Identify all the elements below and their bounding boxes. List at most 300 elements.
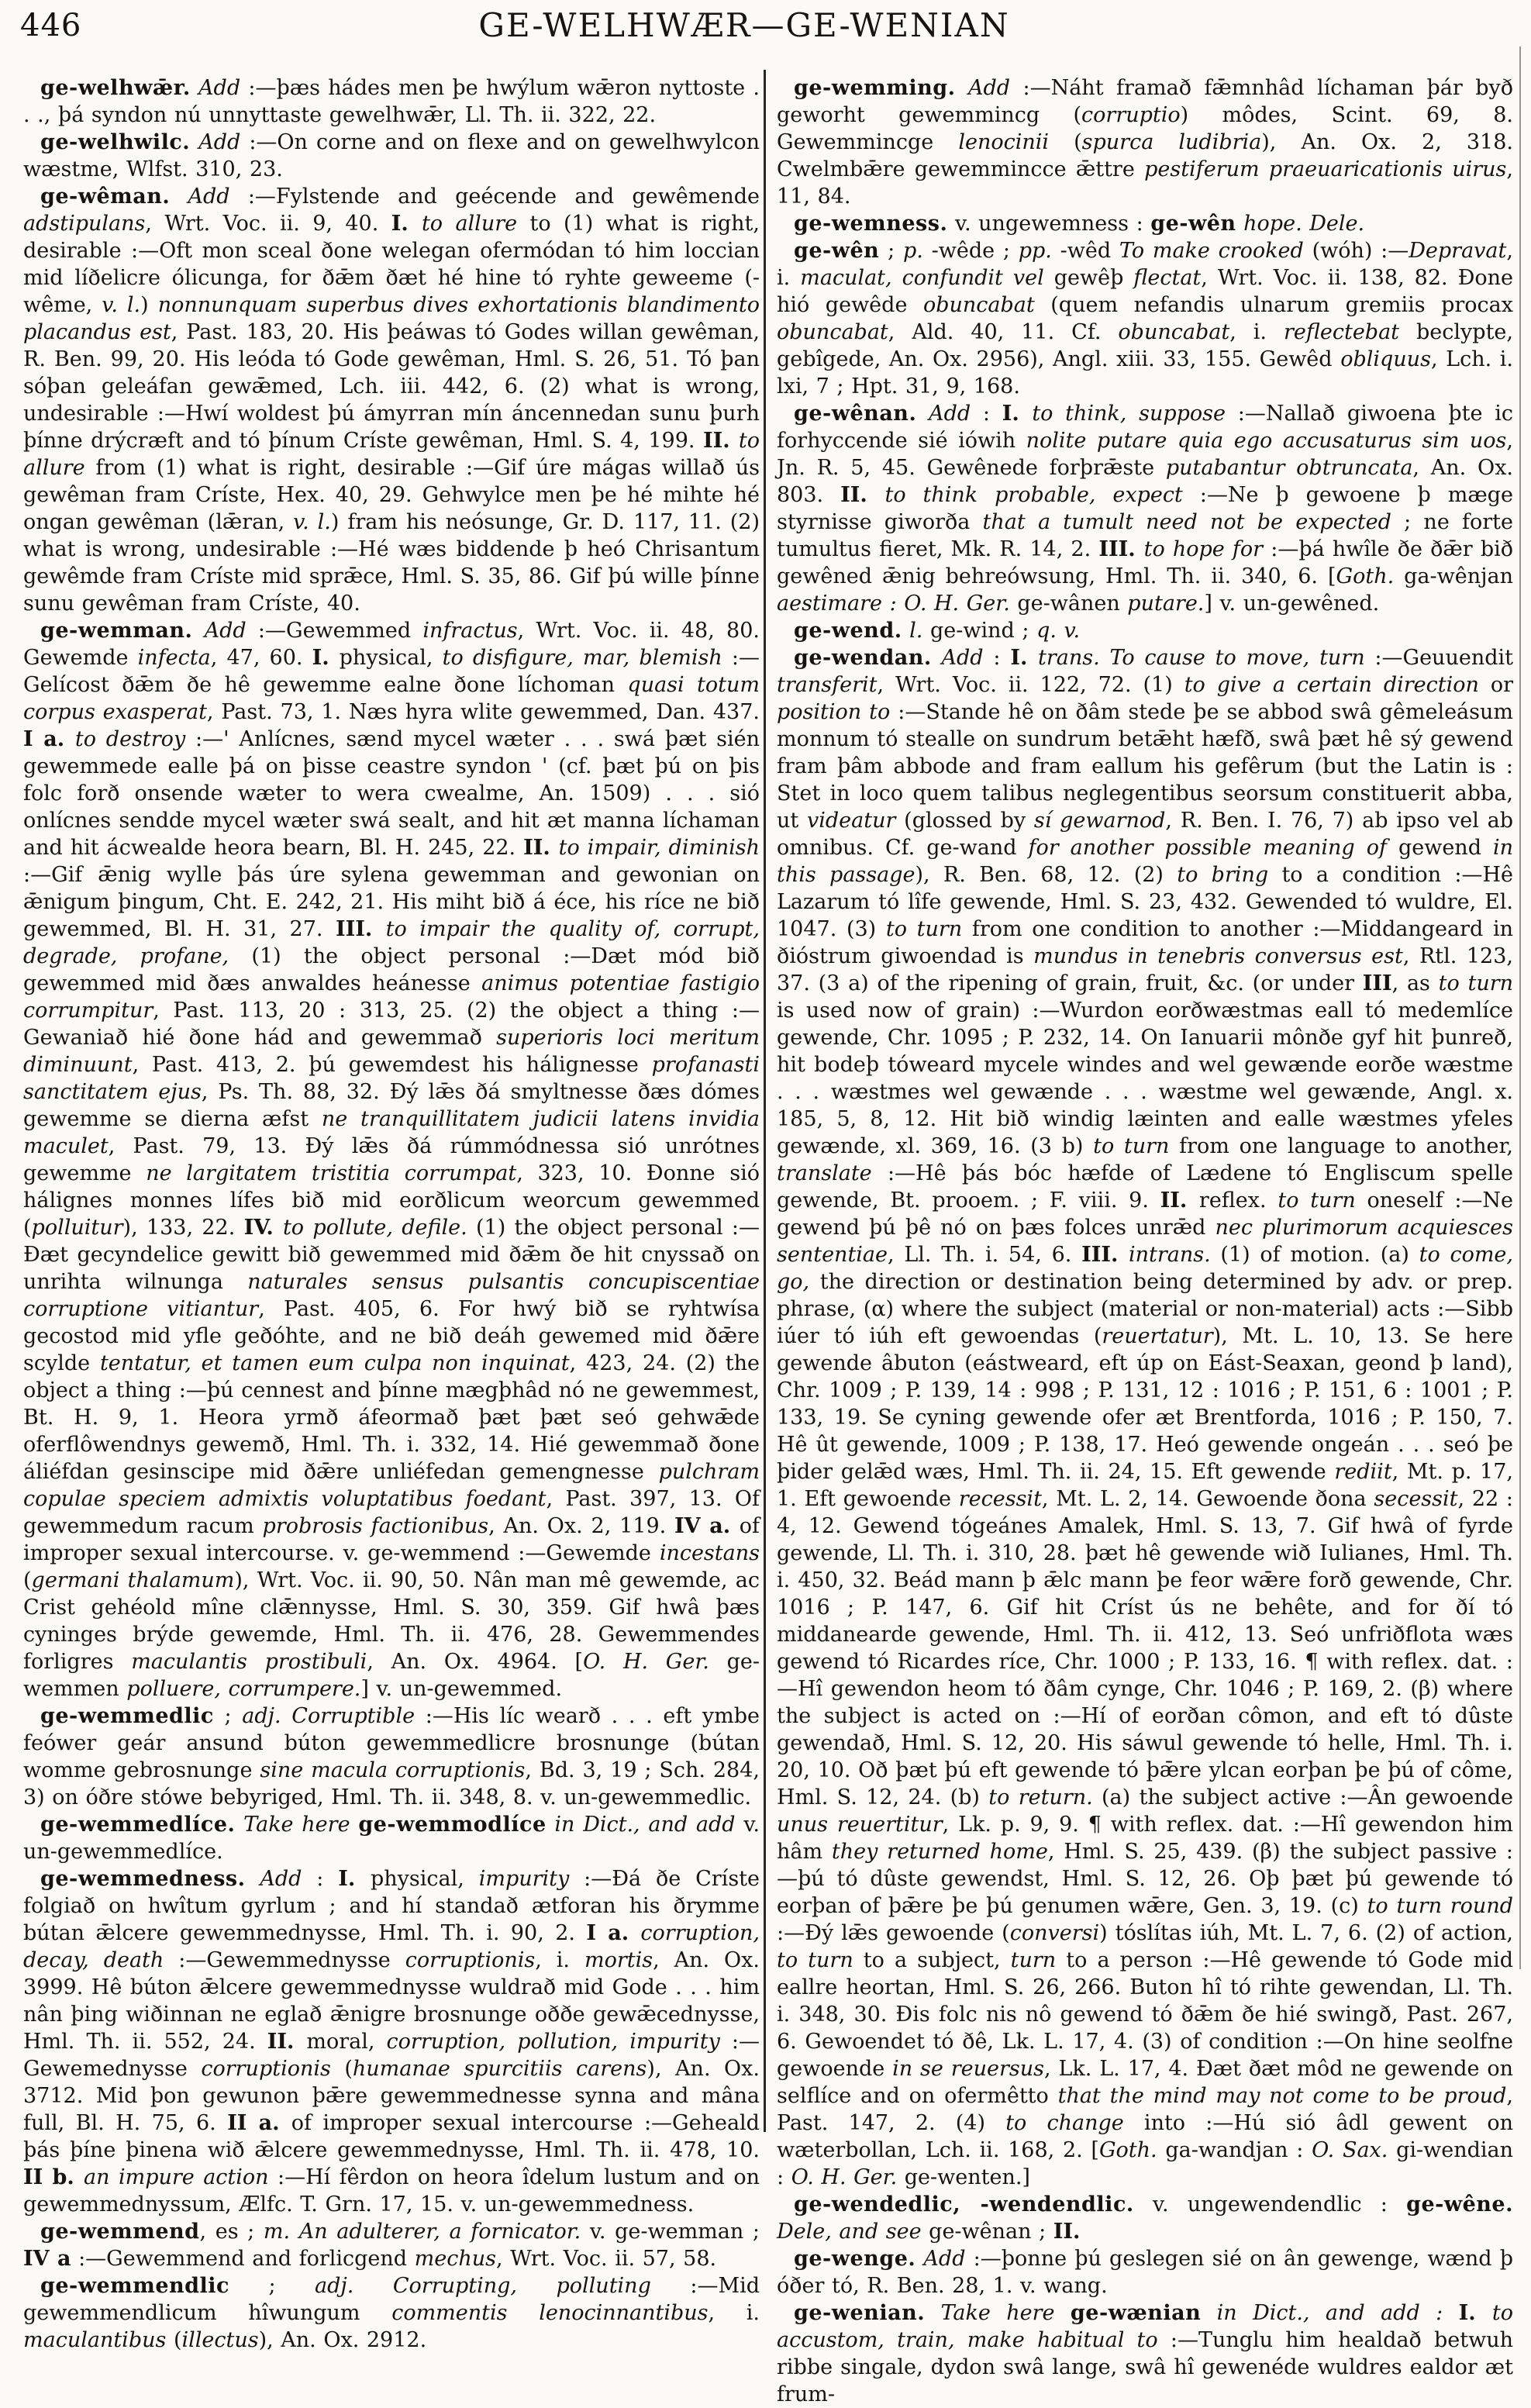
entry-text: II. [523,836,559,860]
entry-text: profanasti sanctitatem ejus [23,1053,760,1104]
entry-text: III. [1098,537,1144,561]
entry-text: :—Hí fêrdon on heora îdelum lustum and on gewemmednyssum, Ælfc. T. Grn. 17, 15. v. un-gewemmedness. [23,2165,760,2217]
entry-text [1443,2301,1458,2325]
entry-headword: ge-wenian. [794,2301,926,2325]
entry-text: Dele, and see [777,2220,922,2244]
entry-text: , as [1391,971,1439,995]
entry-text: ) môdes, Scint. 69, 8. Gewemmincge [777,103,1513,154]
entry-text: ( [166,2328,182,2352]
entry-text: :—Hê þás bóc hæfde of Lædene tó Engliscum spelle gewende, Bt. prooem. ; F. viii. 9. [777,1161,1513,1213]
entry-text: maculantibus [23,2328,167,2352]
entry-text: :—Gif ǣnig wylle þás úre sylena gewemman and gewonian on ǣnigum þingum, Cht. E. 242, 21. His miht bið á éce, his ríce ne bið gewemmed, Bl. H. 31, 27. [23,863,760,941]
entry-text: , 22 : 4, 12. Gewend tógeánes Amalek, Hml. S. 13, 7. Gif hwâ of fyrde gewende, Ll. Th. i. 310, 28. þæt hê gewende wið Iulianes, Hml. Th. i. 450, 32. Beád mann þ ǣlc mann þe feor wǣre forð gewende, Chr. 1016 ; P. 147, 6. Gif hit Críst ús ne behête, and for ðí tó middanearde gewende, Hml. Th. ii. 412, 13. Seó unfriðflota wæs gewend tó Ricardes ríce, Chr. 1000 ; P. 133, 16. ¶ with reflex. dat. :—Hî gewendon heom tó ðâm cynge, Chr. 1046 ; P. 169, 2. (β) where the subject is acted on :—Hí of eorðan cômon, and eft tó dûste gewendað, Hml. S. 12, 20. His sáwul gewende tó helle, Hml. Th. i. 20, 10. Oð þæt þú eft gewende tó þǣre ylcan eorþan þe þú of côme, Hml. S. 12, 24. (b) [777,1487,1513,1809]
entry-text: I a. [586,1921,641,1945]
entry-text: ), 133, 22. [122,1216,244,1240]
entry-text: , i. [708,2301,760,2325]
entry-text: v. ungewendendlic : [1133,2192,1407,2217]
left-column [23,74,760,2354]
entry-text: to think probable, expect [884,483,1183,507]
entry-text: into :—Hú sió âdl gewent on wæterbollan, Lch. ii. 168, 2. [ [777,2111,1514,2162]
entry-text: probrosis factionibus [262,1514,489,1538]
entry-text: (quem nefandis ulnarum gremiis procax [1034,293,1513,317]
entry-text: Add [245,1867,302,1891]
entry-text: : [983,646,1011,670]
entry-text: ; [879,239,903,263]
entry-text: tentatur, et tamen eum culpa non inquinat [99,1351,570,1375]
entry-text: Goth. [1098,2138,1157,2162]
entry-text: recessit [958,1487,1042,1511]
entry-text: :—Gelícost ðǣm ðe hê gewemme ealne ðone líchoman [23,646,760,697]
dictionary-entry [777,74,1513,210]
entry-text: :—Geuuendit [1364,646,1513,670]
entry-text: to hope for [1143,537,1264,561]
entry-text: to disfigure, mar, blemish [442,646,722,670]
entry-text: ( [1049,130,1082,154]
entry-text: position to [777,700,891,724]
entry-headword: ge-wemmodlíce [358,1813,547,1837]
entry-headword: ge-wêman. [40,185,171,209]
dictionary-entry [777,644,1513,2191]
entry-text: that a tumult need not be expected [982,510,1391,534]
entry-text: :—His líc wearð . . . eft ymbe feówer geár ansund búton gewemmedlicre brosnunge (bútan womme gebrosnunge [23,1704,760,1782]
entry-text: :—þá hwîle ðe ðǣr bið gewêned ǣnig behreówsung, Hml. Th. ii. 340, 6. [ [777,537,1513,588]
entry-text: ( [330,2057,353,2081]
entry-text: , An. Ox. 3999. Hê búton ǣlcere gewemmednysse wuldrað mid Gode . . . him nân þing wiðinnan ne eglað ǣnigre brosnunge oððe gewǣcednysse, Hml. Th. ii. 552, 24. [23,1948,760,2054]
entry-text: to turn [885,917,963,941]
entry-text: that the mind may not come to be proud [1057,2084,1507,2108]
entry-text: :—' Anlícnes, sænd mycel wæter . . . swá þæt sién gewemmede ealle þá on þisse ceastre syndon ' (cf. þæt þú on þis folc forð onsende wæter to wera cwealme, An. 1509) . . . sió onlícnes sendde mycel wæter swá sealt, and hit æt manna líchaman and hit ácwealde heora bearn, Bl. H. 245, 22. [23,727,760,860]
running-header: GE-WELHWÆR—GE-WENIAN [478,6,1010,44]
entry-text: II. [1053,2220,1081,2244]
entry-text: I. [312,646,340,670]
entry-text: q. v. [1036,619,1081,643]
entry-text: putare. [1127,592,1205,616]
entry-text: , 11, 84. [777,157,1513,209]
entry-text: is used now of grain) :—Wurdon eorðwæstmas eall tó medemlíce gewende, Chr. 1095 ; P. 232, 14. On Ianuarii mônðe gyf hit þunreð, hit bodeþ tóweard mycele windes and wel gewænde eorðe wæstme . . . wæstmes wel gewænde . . . wæstme wel gewænde, Angl. x. 185, 5, 8, 12. Hit bið windig læinten and ealle wæstmes yfeles gewænde, xl. 369, 16. (3 b) [777,999,1513,1158]
entry-text: animus potentiae fastigio corrumpitur [23,971,760,1023]
entry-text: ), An. Ox. 2, 318. Cwelmbǣre gewemmincce ǣttre [777,130,1513,181]
entry-text: corruption, pollution, impurity [386,2030,720,2054]
entry-text: (1) the object personal :—Ðæt gecyndelice gewitt bið gewemmed mid ðǣm ðe hit cnyssað on unrihta wilnunga [23,1216,760,1294]
dictionary-entry [23,2272,760,2354]
entry-headword: ge-wenge. [794,2247,916,2271]
entry-text: an impure action [84,2165,269,2189]
entry-text: obuncabat [777,320,888,344]
entry-headword: ge-wemmedness. [40,1867,246,1891]
entry-text [897,592,905,616]
entry-text: corruptionis [405,1948,536,1972]
entry-text: II. [840,483,885,507]
entry-text: from one condition to another :—Middangeard in ðióstrum giwoendad is [777,917,1513,968]
entry-text: obuncabat [1118,320,1230,344]
entry-text: incestans [659,1541,760,1565]
entry-text: :—Nallað giwoena þte ic forhyccende sié iówih [777,402,1513,453]
dictionary-entry [777,210,1513,237]
entry-text: ), An. Ox. 3712. Mid þon gewunon þǣre gewemmednesse synna and mâna full, Bl. H. 75, 6. [23,2057,760,2135]
entry-headword: ge-wemmedlíce. [40,1813,236,1837]
entry-text: to give a certain direction [1184,673,1479,697]
dictionary-entry [777,2191,1513,2245]
entry-text: to pollute, defile. [282,1216,467,1240]
entry-text: ) fram his neósunge, Gr. D. 117, 11. (2) what is wrong, undesirable :—Hé wæs biddende þ heó Chrisantum gewêmde fram Críste mid sprǣce, Hml. S. 35, 86. Gif þú wille þínne sunu gewêman fram Críste, 40. [23,510,760,616]
entry-text: :—Náht framað fǣmnhâd líchaman þár byð geworht gewemmincg ( [777,76,1513,127]
entry-text: from one language to another, [1169,1134,1513,1158]
entry-text: Add [192,619,247,643]
entry-text: , Jn. R. 5, 45. Gewênede forþrǣste [777,429,1513,480]
entry-text: , Wrt. Voc. ii. 48, 80. Gewemde [23,619,760,670]
entry-text: maculat, confundit vel [800,266,1044,290]
entry-text: I a. [23,727,75,751]
entry-text: :—On corne and on flexe and on gewelhwylcon wæstme, Wlfst. 310, 23. [23,130,760,181]
entry-text: ; [229,2274,316,2298]
entry-text: to allure [421,212,518,236]
entry-text: III. [1081,1243,1129,1267]
entry-text: ] v. un-gewemmed. [360,1677,563,1701]
entry-headword: ge-wemming. [794,76,956,100]
dictionary-entry [23,2218,760,2272]
entry-text: corruptionis [201,2057,331,2081]
entry-text: unus reuertitur [777,1813,943,1837]
entry-text: aestimare : [777,592,897,616]
entry-text: O. H. Ger. [791,2165,898,2189]
entry-text: III [1362,971,1392,995]
entry-text: :—Ðý lǣs gewoende ( [777,1921,1010,1945]
entry-text: beclypte, gebîgede, An. Ox. 2956), Angl. xiii. 33, 155. Gewêd [777,320,1513,371]
entry-text: , Past. 413, 2. þú gewemdest his hálignesse [132,1053,652,1077]
entry-text: to (1) what is right, desirable :—Oft mon sceal ðone welegan ofermódan tó him loccian mid líðelicre ólicunga, for ðǣm ðæt hé hine tó ryhte geweeme (-wême, [23,212,760,317]
entry-text: , Lk. L. 17, 4. Ðæt ðæt môd ne gewende on selflíce and on ofermêtto [777,2057,1514,2108]
entry-text: Add [915,2247,966,2271]
entry-text: to think, suppose [1032,402,1226,426]
entry-text: in Dict., and add [546,1813,736,1837]
entry-headword: ge-wênan. [794,402,917,426]
entry-text: to turn [777,1948,853,1972]
entry-text: pulchram copulae speciem admixtis voluptatibus foedant [23,1460,760,1511]
entry-text: :—Gewemmend and forlicgend [71,2247,415,2271]
entry-text: to change [1005,2111,1124,2135]
entry-text: : [302,1867,339,1891]
entry-text: , Wrt. Voc. ii. 57, 58. [496,2247,717,2271]
entry-text: ) tóslítas iúh, Mt. L. 7, 6. (2) of action, [1099,1921,1513,1945]
entry-text: ), R. Ben. 68, 12. (2) [915,863,1178,887]
entry-text: conversi [1009,1921,1100,1945]
entry-text: mechus [414,2247,496,2271]
entry-text: moral, [306,2030,387,2054]
page-number: 446 [20,8,82,43]
entry-text: gewend [1386,836,1493,860]
entry-text: , An. Ox. 2, 119. [488,1514,675,1538]
entry-text: :—þæs hádes men þe hwýlum wǣron nyttoste . . ., þá syndon nú unnyttaste gewelhwǣr, Ll. Th. ii. 322, 22. [23,76,760,127]
entry-headword: ge-welhwǣr. [40,76,191,100]
entry-text: , An. Ox. 4964. [ [367,1650,584,1674]
entry-text: Add [190,76,241,100]
entry-text: to impair, diminish [558,836,760,860]
entry-text: to a subject, [853,1948,1011,1972]
entry-text: To make crooked [1119,239,1304,263]
entry-text: ge-wemmen [23,1650,760,1701]
entry-text: I. [1010,646,1038,670]
dictionary-entry [23,617,760,1703]
entry-text: , Ald. 40, 11. Cf. [888,320,1119,344]
entry-text: , Lk. p. 9, 9. ¶ with reflex. dat. :—Hî gewendon him hâm [777,1813,1513,1864]
entry-text: turn [1010,1948,1057,1972]
entry-headword: ge-wên [1150,212,1236,236]
entry-headword: ge-wemmendlic [40,2274,229,2298]
entry-headword: ge-wemmedlic [40,1704,214,1728]
entry-text: Take here [235,1813,359,1837]
entry-text: to turn round [1367,1894,1513,1918]
entry-text: l. [902,619,923,643]
entry-text: Add [931,646,984,670]
entry-text: IV. [243,1216,283,1240]
entry-text: germani thalamum [31,1568,235,1592]
entry-text: ge-wênan ; [921,2220,1053,2244]
entry-text: intrans. [1128,1243,1211,1267]
entry-headword: ge-wemness. [794,212,948,236]
entry-headword: ge-wænian [1070,2301,1202,2325]
entry-text: v. l. [293,510,331,534]
entry-text: of improper sexual intercourse :—Geheald þás þíne þinena wið ǣlcere gewemmednysse, Hml. Th. ii. 478, 10. [23,2111,760,2162]
entry-text: in se reuersus [892,2057,1044,2081]
entry-text: :—þonne þú geslegen sié on ân gewenge, wænd þ óðer tó, R. Ben. 28, 1. v. wang. [777,2247,1513,2298]
entry-text: Add [955,76,1011,100]
entry-text: , Past. 79, 13. Ðý lǣs ðá rúmmódnessa sió unrótnes gewemme [23,1134,760,1185]
entry-text: reflectebat [1283,320,1400,344]
entry-text: to a condition :—Hê Lazarum tó lîfe gewende, Hml. S. 23, 432. Gewended tó wuldre, El. 1047. (3) [777,863,1513,941]
entry-text: ), Mt. L. 10, 13. Se here gewende âbuton (eástweard, eft úp on Eást-Seaxan, geond þ land), Chr. 1009 ; P. 139, 14 : 998 ; P. 131, 12 : 1016 ; P. 151, 6 : 1001 ; P. 133, 19. Se cyning gewende ofer æt Brentforda, 1016 ; P. 150, 7. Hê ût gewende, 1009 ; P. 138, 17. Heó gewende ongeán . . . seó þe þider gelǣd wæs, Hml. Th. ii. 24, 15. Eft gewende [777,1324,1514,1484]
entry-text: O. Sax. [1312,2138,1388,2162]
entry-text: (1) the object personal :—Dæt mód bið gewemmed mid ðæs anwaldes heánesse [23,944,760,995]
entry-text: to turn [1093,1134,1170,1158]
entry-text: , i. [535,1948,584,1972]
dictionary-entry [777,2245,1513,2299]
entry-text: they returned home [831,1840,1048,1864]
entry-text: ( [23,1568,32,1592]
entry-text: ga-wênjan [1394,564,1513,588]
entry-text: II. [1160,1188,1199,1213]
entry-text: Add [170,185,230,209]
entry-text: ge-wânen [1009,592,1128,616]
entry-text: to allure [23,429,760,480]
entry-text: spurca ludibria [1081,130,1262,154]
column-divider [764,70,766,2132]
entry-headword: ge-wêne. [1406,2192,1513,2217]
entry-text: IV a [23,2247,71,2271]
entry-text: ga-wandjan : [1157,2138,1312,2162]
entry-text: lenocinii [958,130,1050,154]
entry-text: infractus [422,619,518,643]
entry-text: physical, [339,646,443,670]
entry-text: , 47, 60. [210,646,312,670]
entry-text: to return. [988,1785,1093,1809]
entry-text: ), An. Ox. 2912. [258,2328,427,2352]
entry-text: O. H. Ger. [904,592,1010,616]
entry-text: to accustom, train, make habitual to [777,2301,1513,2352]
entry-text: , Past. 113, 20 : 313, 25. (2) the object a thing :—Gewaniað hié ðone hád and gewemmað [23,999,760,1050]
entry-text: , Past. 183, 20. His þeáwas tó Godes willan gewêman, R. Ben. 99, 20. His leóda tó Gode gewêman, Hml. S. 26, 51. Tó þan sóþan geleáfan gewǣmed, Lch. iii. 442, 6. (2) what is wrong, undesirable :—Hwí woldest þú ámyrran mín áncennedan sunu þurh þínne drýcræft and tó þínum Críste gewêman, Hml. S. 4, 199. [23,320,760,453]
entry-text: I. [1458,2301,1492,2325]
entry-text: rediit [1334,1460,1392,1484]
entry-headword: ge-welhwilc. [40,130,191,154]
entry-text: to a person :—Hê gewende tó Gode mid eallre heortan, Hml. S. 26, 266. Buton hî tó rihte gewendan, Ll. Th. i. 348, 30. Ðis folc nis nô gewend tó ðǣm ðe hié swingð, Past. 267, 6. Gewoendet tó ðê, Lk. L. 17, 4. (3) of condition :—On hine seolfne gewoende [777,1948,1513,2081]
entry-text: :—Mid gewemmendlicum hîwungum [23,2274,760,2325]
entry-text: obuncabat [922,293,1035,317]
entry-text: ; ne forte tumultus fieret, Mk. R. 14, 2. [777,510,1513,561]
entry-text: , 323, 10. Ðonne sió hálignes monnes lífes bið mid eorðlicum weorcum gewemmed ( [23,1161,760,1240]
entry-text: : [971,402,1002,426]
entry-text: :—Ne þ gewoene þ mæge styrnisse giworða [777,483,1513,534]
right-column [777,74,1513,2408]
entry-text: , 423, 24. (2) the object a thing :—þú cennest and þínne mægþhâd nó ne gewemmest, Bt. H. 9, 1. Heora yrmð áfeormað þæt þæt seó gehwǣde oferflôwendnys gewemð, Hml. Th. i. 332, 14. Hié gewemmað ðone áliéfdan gesinscipe mid ðǣre unliéfedan gemengnesse [23,1351,760,1484]
entry-text: :—Gewemmed [246,619,423,643]
entry-text: Add [916,402,971,426]
entry-text: infecta [137,646,211,670]
entry-text: translate [777,1161,872,1185]
entry-text: , R. Ben. I. 76, 7) ab ipso vel ab omnibus. Cf. ge-wand [777,809,1513,860]
dictionary-entry [23,1703,760,1811]
entry-text: hope. Dele. [1236,212,1365,236]
entry-text: nolite putare quia ego accusaturus sim uos [1026,429,1507,453]
entry-text: naturales sensus pulsantis concupiscentiae corruptione vitiantur [23,1270,760,1321]
entry-text: videatur [807,809,896,833]
entry-text: maculantis prostibuli [131,1650,367,1674]
entry-text: , Past. 73, 1. Næs hyra wlite gewemmed, Dan. 437. [206,700,760,724]
entry-text: , es ; [199,2220,264,2244]
entry-text: mundus in tenebris conversus est [1033,944,1403,968]
entry-text: , i. [777,239,1513,290]
entry-text: I. [391,212,422,236]
entry-text: humanae spurcitiis carens [352,2057,647,2081]
entry-text: ) [140,293,158,317]
entry-text: :—Fylstende and geécende and gewêmende [229,185,760,209]
entry-text: putabantur obtruncata [1165,456,1413,480]
dictionary-entry [777,237,1513,400]
entry-text: to impair the quality of, corrupt, degrade, profane, [23,917,760,968]
dictionary-entry [777,2299,1513,2408]
page-edge-line [1519,47,1521,1969]
entry-headword: ge-wendedlic, -wendendlic. [794,2192,1134,2217]
entry-text: v. ungewemness : [947,212,1151,236]
entry-text: , Hml. S. 25, 439. (β) the subject passive :—þú tó dûste gewendst, Hml. S. 12, 26. Oþ þæt þú gewende tó eorþan of þǣre þe þú genumen wǣre, Gen. 3, 19. (c) [777,1840,1513,1918]
entry-text: pp. [1018,239,1052,263]
dictionary-entry [777,400,1513,617]
dictionary-entry [23,1865,760,2218]
entry-text: nec plurimorum acquiesces sententiae [777,1216,1513,1267]
entry-text: to bring [1177,863,1269,887]
entry-text: , Lch. i. lxi, 7 ; Hpt. 31, 9, 168. [777,347,1513,398]
entry-text: :—Stande hê on ðâm stede þe se abbod swâ gêmeleásum monnum tó stealle on sundrum betǣht hæfð, swâ þæt hê sý gewend fram þâm abbode and fram eallum his gefêrum (but the Latin is : Stet in loco quem talibus neglegentibus seorsum constituerit abba, ut [777,700,1513,833]
entry-text: , An. Ox. 803. [777,456,1514,507]
entry-text: for another possible meaning of [1028,836,1387,860]
entry-text: to destroy [74,727,186,751]
entry-text: O. H. Ger. [583,1650,709,1674]
entry-text: gewêþ [1043,266,1134,290]
dictionary-entry [777,617,1513,644]
entry-text: the direction or destination being determined by adv. or prep. phrase, (α) where the subject (material or non-material) acts :—Sibb iúer tó iúh eft gewoendas ( [777,1270,1513,1348]
entry-text: , i. [1229,320,1284,344]
entry-text: , Mt. L. 2, 14. Gewoende ðona [1041,1487,1374,1511]
entry-text: physical, [371,1867,479,1891]
entry-text: quasi totum corpus exasperat [23,673,760,724]
entry-text: ; [213,1704,243,1728]
entry-text: flectat [1133,266,1202,290]
entry-text: adstipulans [23,212,146,236]
entry-text: v. un-gewemmedlíce. [23,1813,760,1864]
entry-text: secessit [1374,1487,1458,1511]
entry-text: (1) of motion. (a) [1210,1243,1419,1267]
entry-text: ge-wind ; [922,619,1037,643]
entry-text: of improper sexual intercourse. v. ge-wemmend :—Gewemde [23,1514,760,1565]
entry-text: I. [338,1867,371,1891]
entry-text: , Wrt. Voc. ii. 9, 40. [145,212,391,236]
entry-text: v. ge-wemman ; [581,2220,760,2244]
entry-text: sí gewarnod [1033,809,1166,833]
entry-text: -wêd [1051,239,1119,263]
entry-headword: ge-wendan. [794,646,932,670]
entry-text: II. [267,2030,307,2054]
entry-text: m. An adulterer, a fornicator. [263,2220,581,2244]
entry-text: adj. Corrupting, polluting [315,2274,651,2298]
entry-text: -wêde ; [922,239,1019,263]
entry-text: corruptio [1081,103,1181,127]
entry-text: to turn [1278,1188,1356,1213]
entry-text: II b. [23,2165,84,2189]
entry-text: :—Ðá ðe Críste folgiað on hwîtum gyrlum ; and hí standað ætforan his ðrymme bútan ǣlcere gewemmednysse, Hml. Th. i. 90, 2. [23,1867,760,1945]
entry-text: , Past. 397, 13. Of gewemmedum racum [23,1487,760,1538]
entry-text: II. [702,429,739,453]
entry-text: to turn [1438,971,1514,995]
entry-text: :—Gewemednysse [23,2030,760,2081]
entry-text: nonnunquam superbus dives exhortationis blandimento placandus est [23,293,760,344]
entry-text: or [1478,673,1513,697]
entry-text: ne tranquillitatem judicii latens invidia maculet [23,1107,760,1158]
entry-headword: ge-wemman. [40,619,193,643]
entry-text: ge-wenten.] [897,2165,1030,2189]
entry-text: transferit [777,673,878,697]
entry-text: gi-wendian : [777,2138,1513,2189]
entry-text: trans. To cause to move, turn [1037,646,1365,670]
entry-text: corruption, decay, death [23,1921,760,1972]
entry-text: IV a. [674,1514,740,1538]
entry-text: obliquus [1340,347,1431,371]
entry-text: from (1) what is right, desirable :—Gif úre mágas willað ús gewêman fram Críste, Hex. 40, 29. Gehwylce men þe hé mihte hé ongan gewêman (lǣran, [23,456,760,534]
dictionary-entry [23,129,760,183]
entry-text: :—Gewemmednysse [164,1948,405,1972]
entry-text: , Wrt. Voc. ii. 138, 82. Ðone hió gewêde [777,266,1513,317]
entry-text: (wóh) :— [1303,239,1409,263]
entry-text: in this passage [777,836,1514,887]
entry-text: , Mt. p. 17, 1. Eft gewoende [777,1460,1513,1511]
entry-text: commentis lenocinnantibus [391,2301,709,2325]
dictionary-entry [23,183,760,617]
entry-headword: ge-wemmend [40,2220,200,2244]
entry-text: ] v. un-gewêned. [1204,592,1380,616]
entry-text: , Ps. Th. 88, 32. Ðý lǣs ðá smyltnesse ðæs dómes gewemme se dierna æfst [23,1080,760,1131]
entry-text: ), Wrt. Voc. ii. 90, 50. Nân man mê gewemde, ac Crist gehéold mîne clǣnnysse, Hml. S. 30, 359. Gif hwâ þæs cyninges brýde gewemde, Hml. Th. ii. 476, 28. Gewemmendes forligres [23,1568,760,1674]
entry-text: (a) the subject active :—Ân gewoende [1092,1785,1513,1809]
entry-text: , Rtl. 123, 37. (3 a) of the ripening of grain, fruit, &c. (or under [777,944,1513,995]
entry-text: adj. Corruptible [242,1704,416,1728]
entry-text: , Ll. Th. i. 54, 6. [888,1243,1082,1267]
entry-text: (glossed by [895,809,1034,833]
entry-text: reflex. [1198,1188,1278,1213]
entry-text: Add [190,130,241,154]
entry-text: illectus [181,2328,259,2352]
entry-headword: ge-wên [794,239,880,263]
entry-text: to come, go, [777,1243,1513,1294]
entry-text: superioris loci meritum diminuunt [23,1026,760,1077]
entry-text: oneself :—Ne gewend þú þê nó on þæs folces unrǣd [777,1188,1514,1240]
